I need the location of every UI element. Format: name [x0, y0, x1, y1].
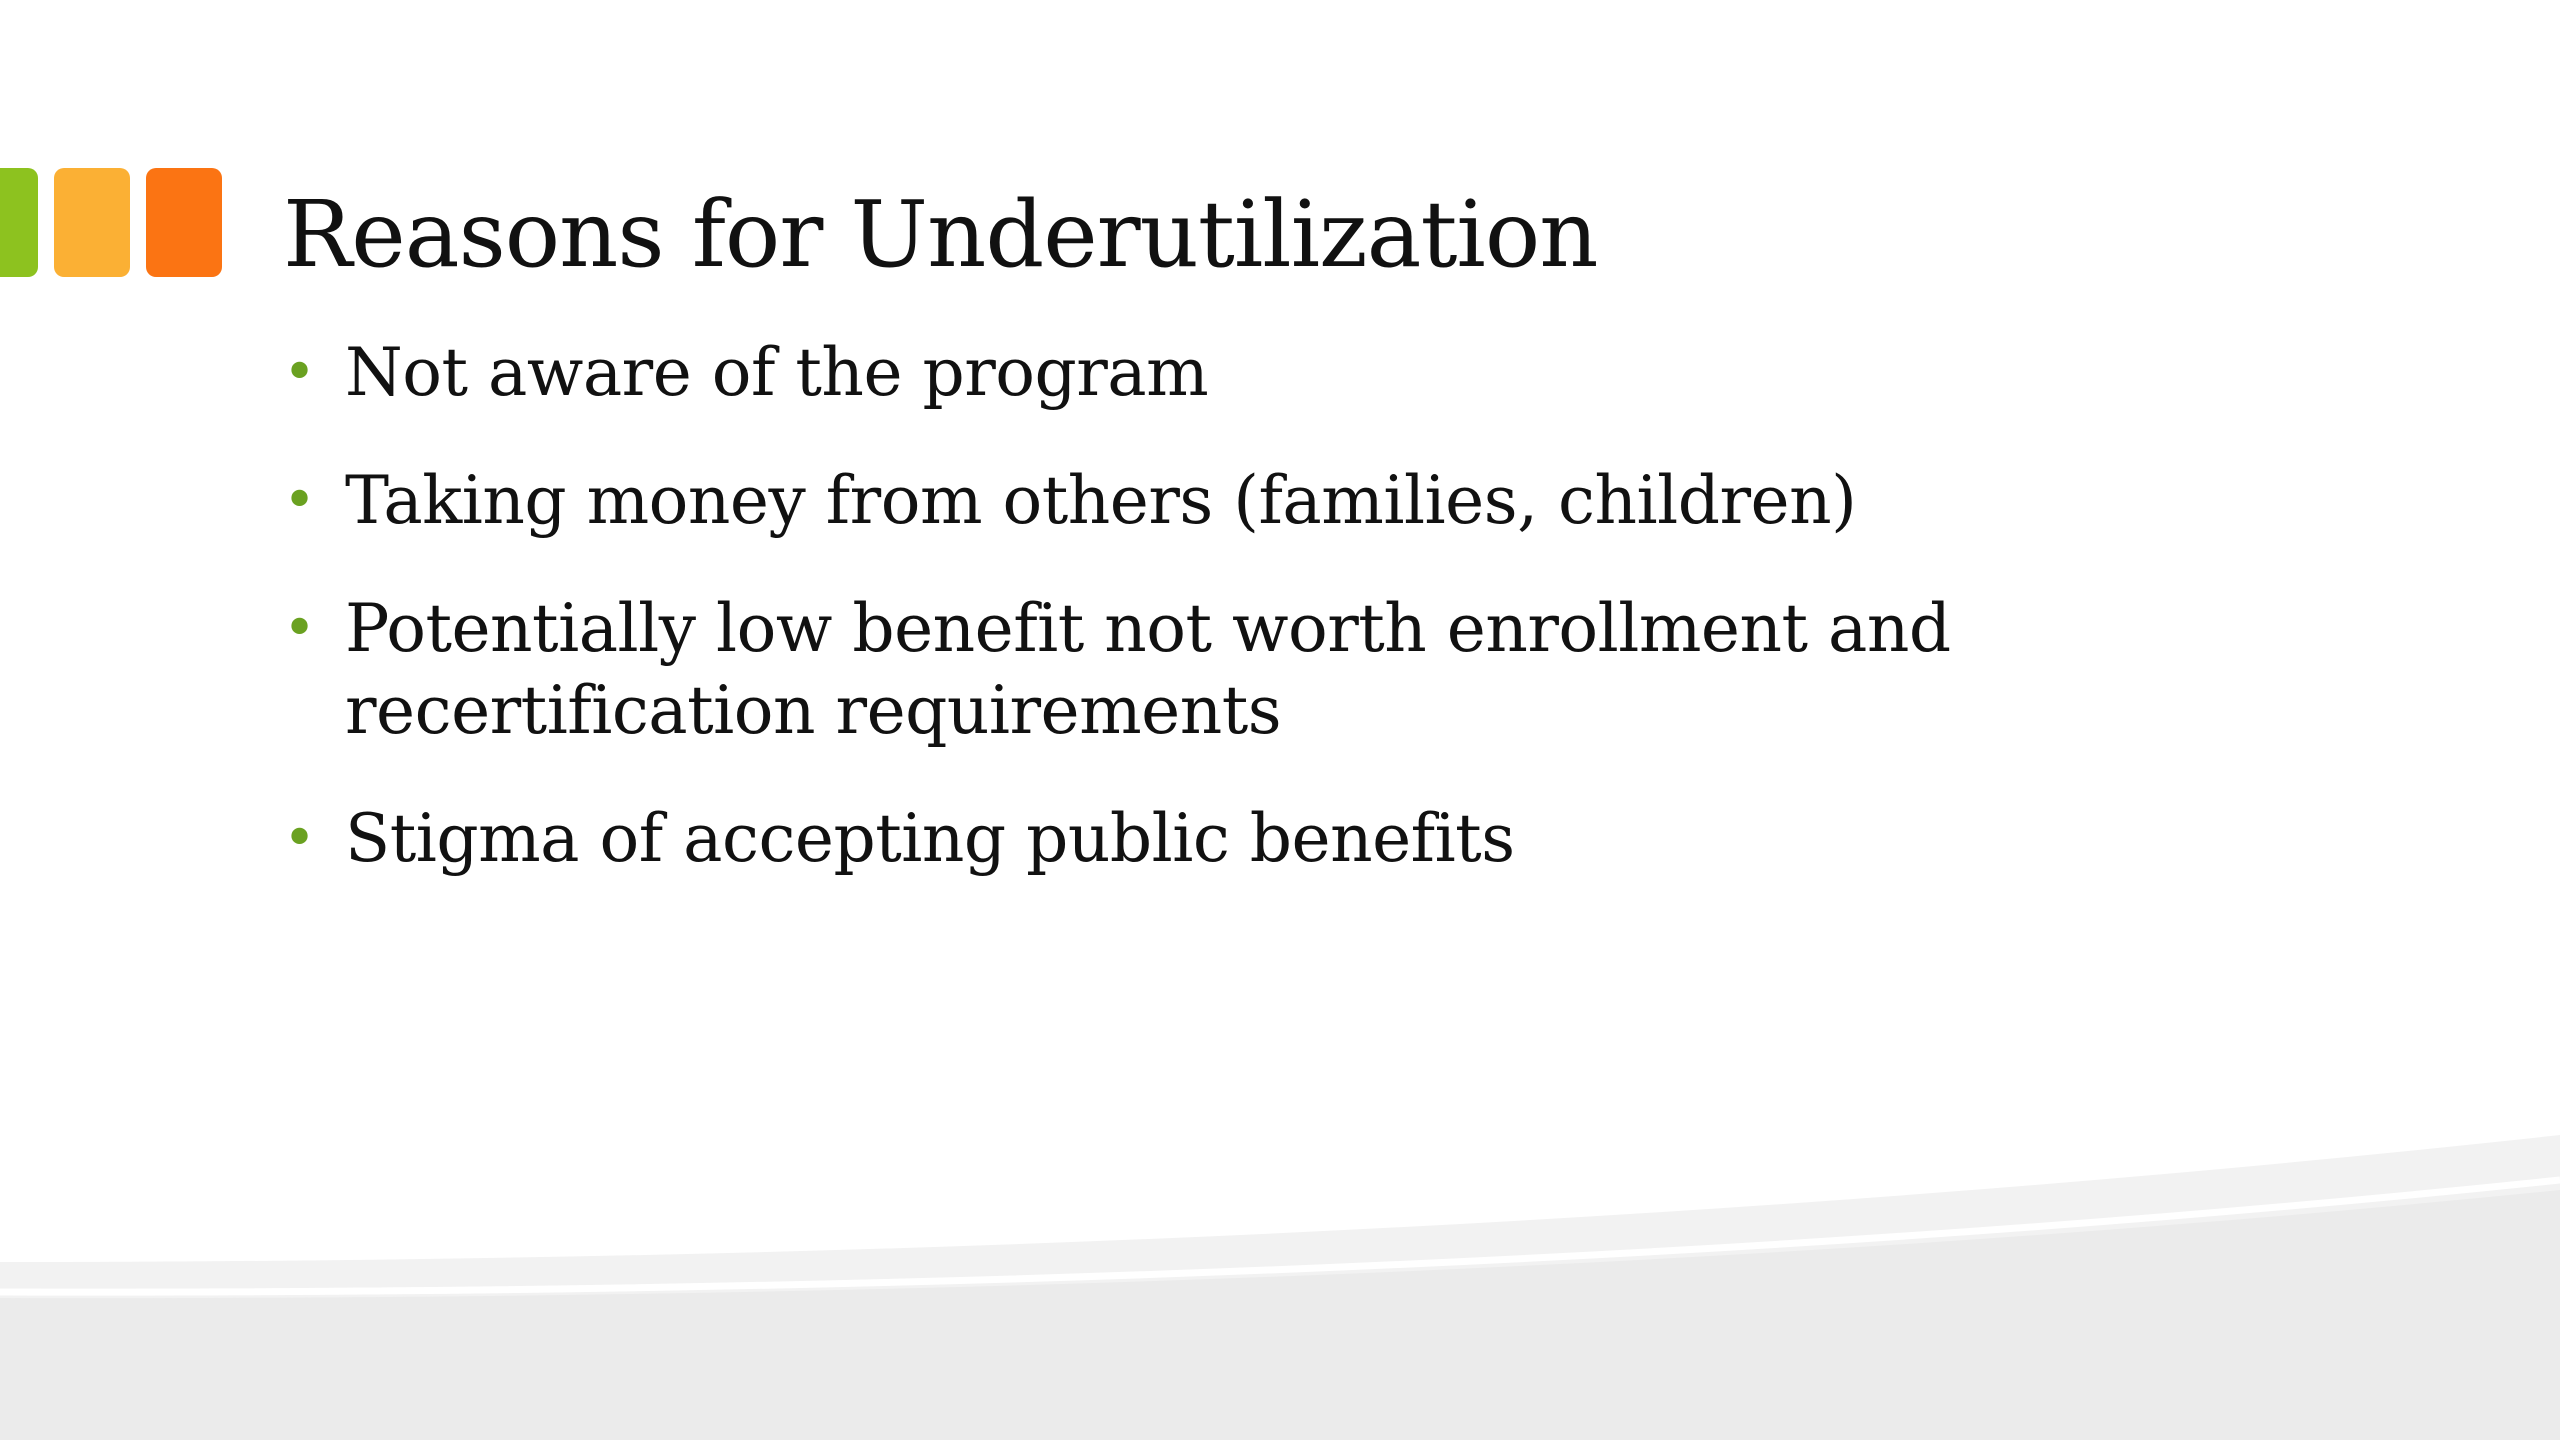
accent-green-block [0, 168, 38, 277]
accent-yellow-block [54, 168, 130, 277]
bullet-text: Stigma of accepting public benefits [345, 800, 1515, 877]
swoosh-white-line [0, 1180, 2560, 1292]
bullet-icon: • [283, 806, 316, 871]
swoosh-light-band [0, 1135, 2560, 1440]
bullet-item [283, 588, 2043, 752]
swoosh-dark-band [0, 1190, 2560, 1440]
bullet-item [283, 798, 2043, 880]
bullet-icon: • [283, 468, 316, 533]
bullet-text: Not aware of the program [345, 334, 1209, 411]
accent-orange-block [146, 168, 222, 277]
bullet-icon: • [283, 596, 316, 661]
bullet-item [283, 332, 2043, 414]
bullet-icon: • [283, 340, 316, 405]
bullet-item [283, 460, 2043, 542]
bullet-text: Taking money from others (families, children) [345, 462, 1857, 539]
bullet-list [283, 332, 2043, 926]
slide-title: Reasons for Underutilization [283, 181, 1598, 288]
bullet-text: Potentially low benefit not worth enrollment and recertification requirements [345, 590, 1951, 749]
